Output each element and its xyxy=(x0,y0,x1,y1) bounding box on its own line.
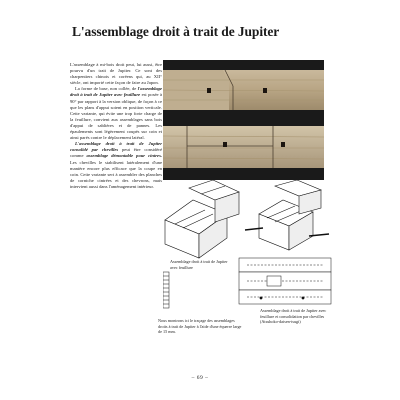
page-number: – 69 – xyxy=(191,375,209,381)
paragraph-3-highlight: L'assemblage droit à trait de Jupiter consolidé par chevilles xyxy=(70,141,162,153)
paragraph-2-intro: La forme de base, non collée, de xyxy=(75,86,138,92)
paragraph-2 xyxy=(70,86,162,141)
caption-right-drawing: Assemblage droit à trait de Jupiter avec feuillure et consolidation par chevilles (Atsuhoko-daisen-tsugi) xyxy=(260,308,327,325)
paragraph-3 xyxy=(70,141,162,190)
joint-photo-illustration xyxy=(163,60,324,180)
right-joint-drawing xyxy=(245,180,329,250)
marking-drawing-left xyxy=(163,272,169,308)
paragraph-2-highlight: l'assemblage droit à trait de Jupiter avec feuillure xyxy=(70,86,162,98)
paragraph-2-rest: est posée à 90° par rapport à la version oblique, de façon à ce que les plans d'appui soient en position verticale. Cette variante, qui évite une trop forte charge de la feuillure, convient aux assemblages sans bois d'appui de sablières et de pannes. Les épaulements sont légèrement coupés sur coin et ainsi parés contre le déplacement latéral. xyxy=(70,92,162,141)
paragraph-3-rest: Les chevilles le stabilisent latéralement d'une manière encore plus efficace que la coupe en coin. Cette variante sert à assembler des planches de corniche cintrées et des chevrons, mais intervient aussi dans l'aménagement intérieur. xyxy=(70,159,162,189)
caption-bottom-left: Nous montrons ici le traçage des assemblages droits à trait de Jupiter à l'aide d'une équerre large de 15 mm. xyxy=(158,318,242,335)
joint-photograph xyxy=(163,60,324,180)
layout-plan-drawing xyxy=(239,258,331,304)
paragraph-3-mid: peut être considéré comme xyxy=(70,147,162,159)
page-title: L'assemblage droit à trait de Jupiter xyxy=(72,24,280,39)
caption-left-drawing: Assemblage droit à trait de Jupiter avec feuillure xyxy=(170,259,228,270)
body-text-column xyxy=(70,62,162,190)
paragraph-1: L'assemblage à mi-bois droit peut, lui aussi, être pourvu d'un trait de Jupiter. Ce sont des charpentiers chinois et coréens qui, au XII° siècle, ont importé cette façon de faire au Japon. xyxy=(70,62,162,86)
paragraph-3-highlight-2: assemblage démontable pour cintres. xyxy=(86,153,163,159)
left-joint-drawing xyxy=(165,180,239,258)
